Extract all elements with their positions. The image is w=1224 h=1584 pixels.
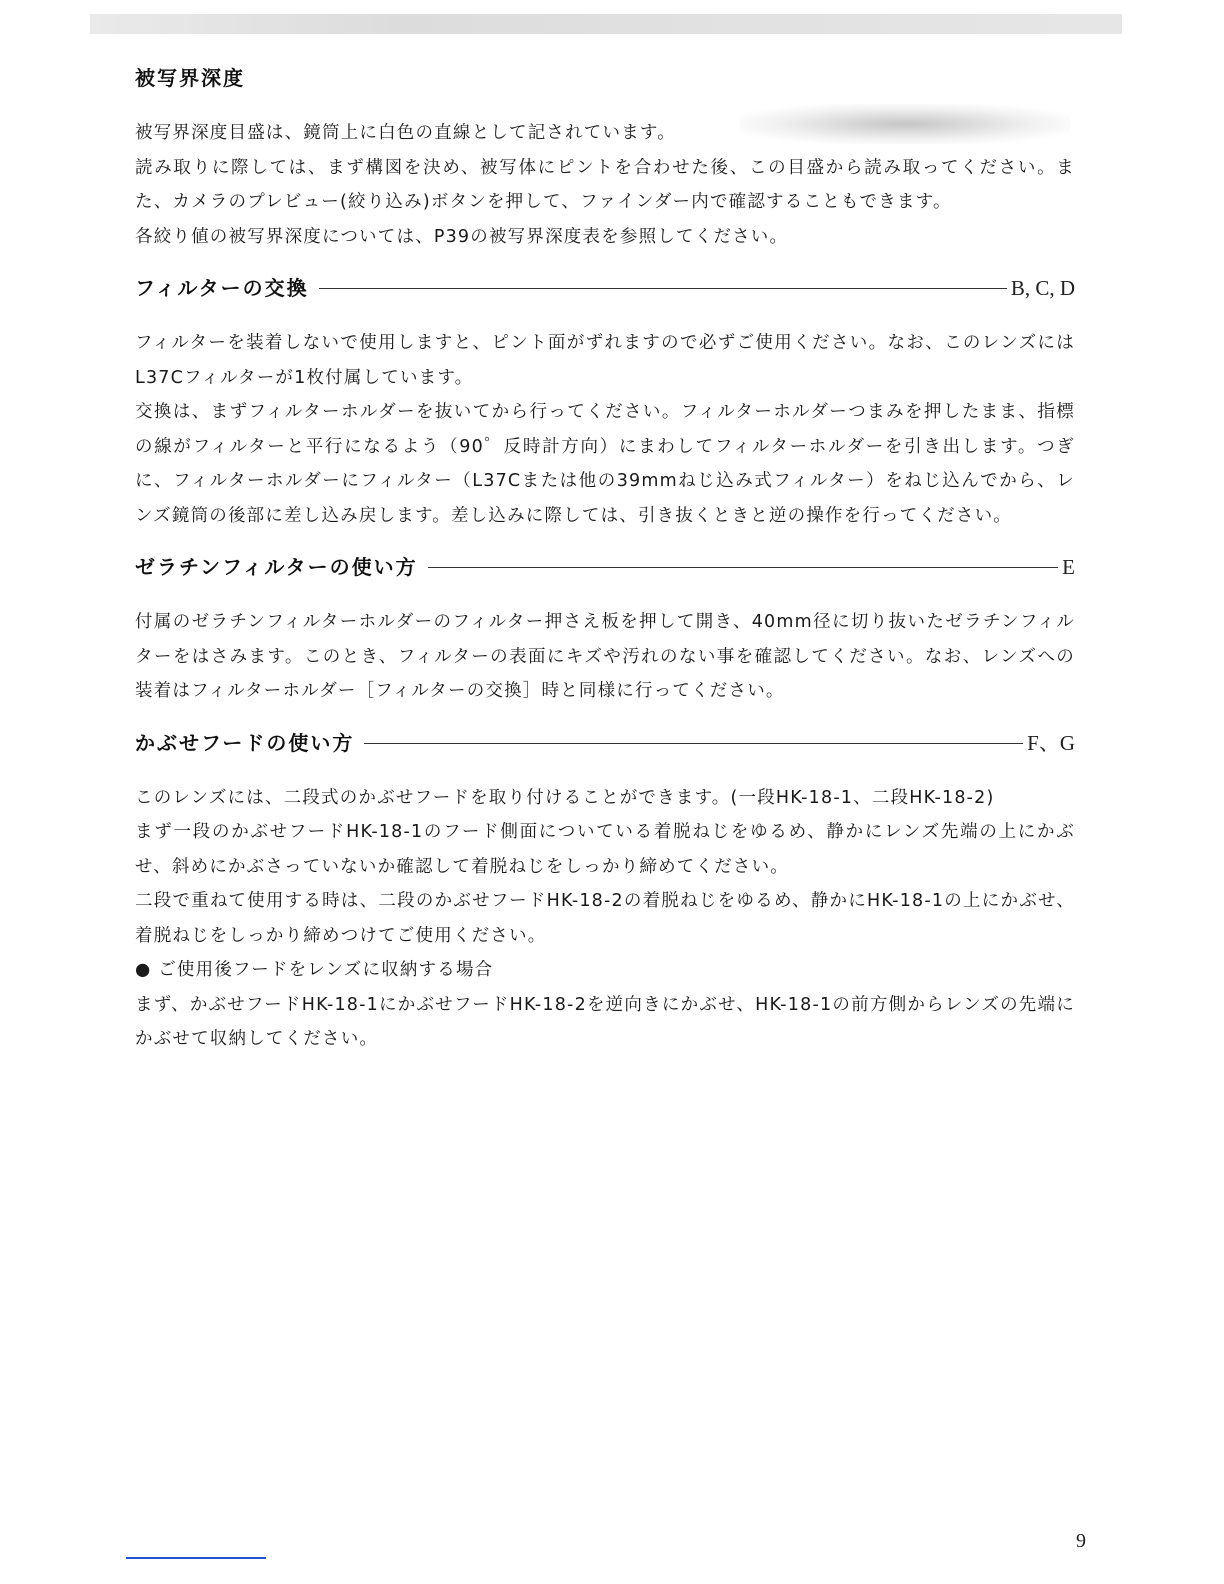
figure-reference: E	[1062, 555, 1075, 579]
scan-artifact-blue-line	[126, 1557, 266, 1559]
section-heading: かぶせフードの使い方	[135, 730, 355, 755]
section-heading-row	[135, 727, 1075, 761]
paragraph: 読み取りに際しては、まず構図を決め、被写体にピントを合わせた後、この目盛から読み取ってください。また、カメラのプレビュー(絞り込み)ボタンを押して、ファインダー内で確認することもできます。	[135, 157, 1075, 212]
section-heading: フィルターの交換	[135, 276, 309, 300]
section-depth-of-field	[135, 62, 1075, 254]
section-heading-row	[135, 551, 1075, 585]
paragraph: まず、かぶせフードHK-18-1にかぶせフードHK-18-2を逆向きにかぶせ、HK-18-1の前方側からレンズの先端にかぶせて収納してください。	[135, 994, 1075, 1049]
bullet-item: ● ご使用後フードをレンズに収納する場合	[135, 960, 494, 980]
paragraph: 交換は、まずフィルターホルダーを抜いてから行ってください。フィルターホルダーつまみを押したまま、指標の線がフィルターと平行になるよう（90゜反時計方向）にまわしてフィルターホルダーを引き出します。つぎに、フィルターホルダーにフィルター（L37Cまたは他の39mmねじ込み式フィルター）をねじ込んでから、レンズ鏡筒の後部に差し込み戻します。差し込みに際しては、引き抜くときと逆の操作を行ってください。	[135, 402, 1075, 526]
figure-reference: F、G	[1027, 730, 1075, 755]
paragraph: 被写界深度目盛は、鏡筒上に白色の直線として記されています。	[135, 123, 676, 143]
paragraph: 付属のゼラチンフィルターホルダーのフィルター押さえ板を押して開き、40mm径に切り抜いたゼラチンフィルターをはさみます。このとき、フィルターの表面にキズや汚れのない事を確認してください。なお、レンズへの装着はフィルターホルダー［フィルターの交換］時と同様に行ってください。	[135, 612, 1075, 701]
paragraph: 二段で重ねて使用する時は、二段のかぶせフードHK-18-2の着脱ねじをゆるめ、静かにHK-18-1の上にかぶせ、着脱ねじをしっかり締めつけてご使用ください。	[135, 891, 1075, 946]
section-heading-row	[135, 272, 1075, 306]
section-lens-hood	[135, 727, 1075, 1057]
paragraph: まず一段のかぶせフードHK-18-1のフード側面についている着脱ねじをゆるめ、静かにレンズ先端の上にかぶせ、斜めにかぶさっていないか確認して着脱ねじをしっかり締めてください。	[135, 822, 1075, 877]
section-filter-exchange	[135, 272, 1075, 533]
page-number: 9	[1076, 1530, 1086, 1552]
paragraph: フィルターを装着しないで使用しますと、ピント面がずれますので必ずご使用ください。なお、このレンズにはL37Cフィルターが1枚付属しています。	[135, 333, 1075, 388]
section-heading: 被写界深度	[135, 66, 245, 90]
leader-line	[428, 567, 1059, 568]
leader-line	[364, 743, 1023, 744]
leader-line	[319, 288, 1007, 289]
paragraph: 各絞り値の被写界深度については、P39の被写界深度表を参照してください。	[135, 226, 789, 247]
section-heading: ゼラチンフィルターの使い方	[135, 555, 418, 579]
paragraph: このレンズには、二段式のかぶせフードを取り付けることができます。(一段HK-18-1、二段HK-18-2)	[135, 787, 995, 808]
section-gelatin-filter	[135, 551, 1075, 709]
scan-artifact-top	[90, 14, 1122, 34]
figure-reference: B, C, D	[1010, 276, 1075, 300]
section-heading-row	[135, 62, 1075, 96]
page-content	[135, 62, 1075, 1057]
